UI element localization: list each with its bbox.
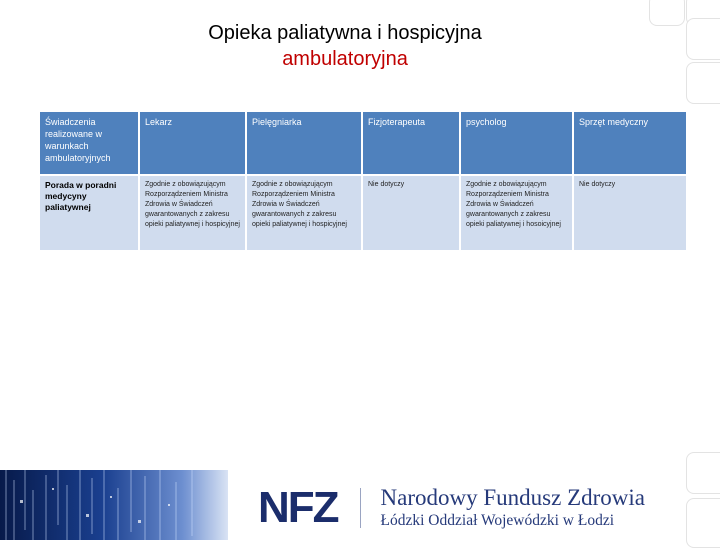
header-cell: psycholog xyxy=(460,111,573,175)
services-table xyxy=(38,110,688,252)
table-cell: Zgodnie z obowiązującym Rozporządzeniem Ministra Zdrowia w Świadczeń gwarantowanych z zakresu opieki paliatywnej i hosoicyjnej xyxy=(460,175,573,251)
decorative-square xyxy=(686,452,720,494)
table-cell: Porada w poradni medycyny paliatywnej xyxy=(39,175,139,251)
title-line-1: Opieka paliatywna i hospicyjna xyxy=(208,22,482,44)
table-cell: Zgodnie z obowiązującym Rozporządzeniem Ministra Zdrowia w Świadczeń gwarantowanych z zakresu opieki paliatywnej i hospicyjnej xyxy=(246,175,362,251)
table-cell: Nie dotyczy xyxy=(362,175,460,251)
logo-text xyxy=(381,485,645,531)
title-line-2: ambulatoryjna xyxy=(282,48,408,70)
table-cell: Nie dotyczy xyxy=(573,175,687,251)
header-cell: Pielęgniarka xyxy=(246,111,362,175)
logo-divider xyxy=(360,488,361,528)
header-cell: Fizjoterapeuta xyxy=(362,111,460,175)
logo-line-2: Łódzki Oddział Wojewódzki w Łodzi xyxy=(380,512,615,529)
decorative-square xyxy=(686,62,720,104)
logo-line-1: Narodowy Fundusz Zdrowia xyxy=(380,485,645,510)
nfz-logo xyxy=(258,483,645,532)
header-cell: Świadczenia realizowane w warunkach ambulatoryjnych xyxy=(39,111,139,175)
decorative-square xyxy=(686,498,720,548)
footer-decorative-band xyxy=(0,470,228,540)
table-row xyxy=(39,175,687,251)
header-cell: Sprzęt medyczny xyxy=(573,111,687,175)
slide-title xyxy=(150,20,540,72)
table-header-row xyxy=(39,111,687,175)
decorative-square xyxy=(686,18,720,60)
decorative-square xyxy=(649,0,685,26)
table-cell: Zgodnie z obowiązującym Rozporządzeniem Ministra Zdrowia w Świadczeń gwarantowanych z zakresu opieki paliatywnej i hospicyjnej xyxy=(139,175,246,251)
nfz-logo-mark: NFZ xyxy=(258,483,338,532)
header-cell: Lekarz xyxy=(139,111,246,175)
